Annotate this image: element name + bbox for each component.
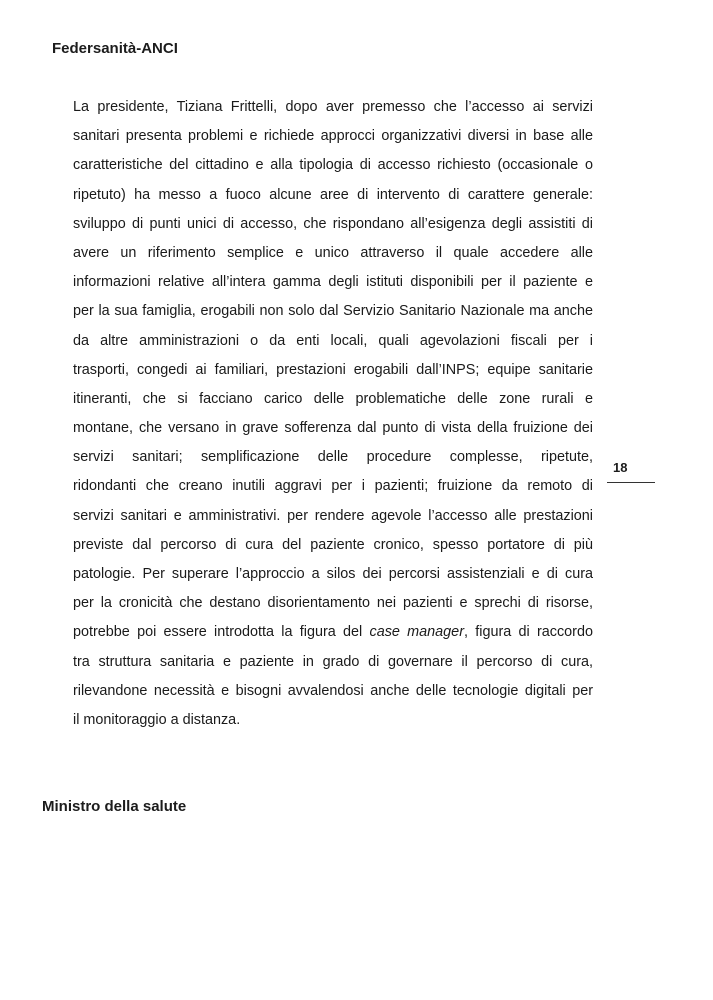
paragraph-line-with-italic [73, 618, 593, 647]
next-section-heading: Ministro della salute [42, 798, 187, 815]
paragraph-line: La presidente, Tiziana Frittelli, dopo aver premesso che l’accesso ai servizi [73, 99, 593, 115]
paragraph-line: da altre amministrazioni o da enti locali, quali agevolazioni fiscali per i [73, 332, 593, 349]
paragraph-line: servizi sanitari e amministrativi. per rendere agevole l’accesso alle prestazioni [73, 507, 593, 524]
paragraph-line: per la cronicità che destano disorientamento nei pazienti e sprechi di risorse, [73, 595, 593, 612]
paragraph-line: sanitari presenta problemi e richiede approcci organizzativi diversi in base alle [73, 128, 593, 145]
paragraph-line: servizi sanitari; semplificazione delle procedure complesse, ripetute, [73, 449, 593, 466]
body-paragraph [73, 93, 593, 735]
paragraph-line: informazioni relative all’intera gamma degli istituti disponibili per il paziente e [73, 274, 593, 291]
paragraph-line: avere un riferimento semplice e unico attraverso il quale accedere alle [73, 244, 593, 261]
paragraph-line: montane, che versano in grave sofferenza dal punto di vista della fruizione dei [73, 420, 593, 437]
line-text-before: potrebbe poi essere introdotta la figura del [73, 624, 370, 641]
paragraph-line: ripetuto) ha messo a fuoco alcune aree di intervento di carattere generale: [73, 186, 593, 203]
case-manager-term: case manager [369, 624, 464, 641]
paragraph-line: tra struttura sanitaria e paziente in grado di governare il percorso di cura, [73, 653, 593, 670]
paragraph-line: caratteristiche del cittadino e alla tipologia di accesso richiesto (occasionale o [73, 157, 593, 174]
paragraph-line: itineranti, che si facciano carico delle problematiche delle zone rurali e [73, 390, 593, 407]
page-number-rule [607, 482, 655, 483]
paragraph-line: per la sua famiglia, erogabili non solo dal Servizio Sanitario Nazionale ma anche [73, 303, 593, 320]
paragraph-line: sviluppo di punti unici di accesso, che rispondano all’esigenza degli assistiti di [73, 215, 593, 232]
paragraph-line: patologie. Per superare l’approccio a silos dei percorsi assistenziali e di cura [73, 566, 593, 582]
organization-heading: Federsanità-ANCI [52, 40, 178, 57]
paragraph-line: rilevandone necessità e bisogni avvalendosi anche delle tecnologie digitali per [73, 682, 593, 699]
line-text-after: , figura di raccordo [463, 624, 593, 641]
paragraph-line: previste dal percorso di cura del paziente cronico, spesso portatore di più [73, 536, 593, 553]
paragraph-line: trasporti, congedi ai familiari, prestazioni erogabili dall’INPS; equipe sanitarie [73, 361, 593, 378]
paragraph-line: ridondanti che creano inutili aggravi per i pazienti; fruizione da remoto di [73, 478, 593, 495]
page-number: 18 [613, 460, 628, 475]
paragraph-line: il monitoraggio a distanza. [73, 711, 241, 728]
